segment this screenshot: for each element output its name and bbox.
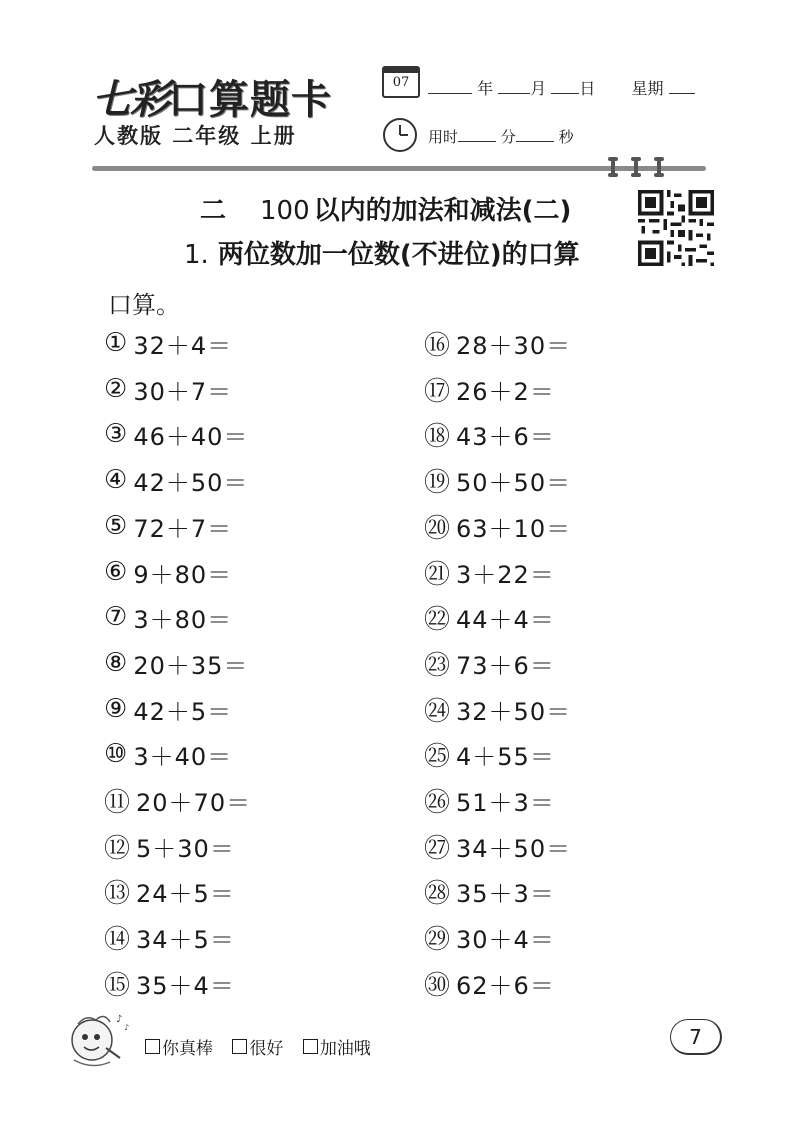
problem-expression: 3＋80＝ bbox=[133, 605, 233, 634]
problem-expression: 35＋3＝ bbox=[456, 879, 555, 908]
problem-expression: 51＋3＝ bbox=[456, 788, 555, 817]
problem-item bbox=[104, 557, 232, 587]
problem-item bbox=[104, 694, 232, 724]
problem-item bbox=[104, 419, 248, 449]
problem-item bbox=[104, 739, 232, 769]
calendar-day: 07 bbox=[392, 75, 410, 90]
weekday-blank[interactable] bbox=[669, 79, 695, 94]
problem-number: ⑱ bbox=[424, 421, 451, 452]
problem-item bbox=[104, 602, 232, 632]
problem-number: ⑰ bbox=[424, 376, 451, 407]
problem-item bbox=[424, 419, 555, 452]
checkbox-icon[interactable] bbox=[232, 1039, 247, 1054]
problem-number: ㉗ bbox=[424, 833, 451, 864]
problem-number: ㉚ bbox=[424, 970, 451, 1001]
problem-expression: 9＋80＝ bbox=[133, 560, 233, 589]
problem-item bbox=[424, 465, 572, 498]
problem-item bbox=[424, 922, 555, 955]
problem-number: ⑭ bbox=[104, 924, 131, 955]
problem-expression: 32＋50＝ bbox=[456, 697, 572, 726]
problem-number: ⑦ bbox=[104, 602, 128, 632]
problem-number: ㉙ bbox=[424, 924, 451, 955]
problem-item bbox=[424, 694, 572, 727]
problem-expression: 43＋6＝ bbox=[456, 422, 555, 451]
problem-item bbox=[104, 968, 235, 1001]
problem-item bbox=[104, 922, 235, 955]
problem-item bbox=[104, 785, 252, 818]
svg-text:♪: ♪ bbox=[124, 1023, 130, 1032]
unit-number: 二 bbox=[200, 196, 227, 226]
time-fields bbox=[428, 126, 574, 147]
problem-item bbox=[424, 876, 555, 909]
problem-item bbox=[424, 602, 555, 635]
checkbox-icon[interactable] bbox=[303, 1039, 318, 1054]
problem-expression: 62＋6＝ bbox=[456, 971, 555, 1000]
day-label: 日 bbox=[579, 79, 596, 98]
rating-label: 你真棒 bbox=[162, 1039, 213, 1059]
second-label: 秒 bbox=[558, 128, 574, 146]
problem-expression: 35＋4＝ bbox=[136, 971, 235, 1000]
problem-expression: 50＋50＝ bbox=[456, 468, 572, 497]
unit-title bbox=[200, 190, 571, 227]
problem-expression: 5＋30＝ bbox=[136, 834, 235, 863]
year-blank[interactable] bbox=[428, 79, 472, 94]
problem-number: ㉖ bbox=[424, 787, 451, 818]
problem-number: ⑯ bbox=[424, 330, 451, 361]
month-label: 月 bbox=[530, 79, 547, 98]
problem-item bbox=[424, 557, 555, 590]
problem-expression: 42＋5＝ bbox=[133, 697, 233, 726]
problem-number: ㉓ bbox=[424, 650, 451, 681]
problem-number: ⑧ bbox=[104, 648, 128, 678]
calendar-icon bbox=[382, 66, 420, 98]
problem-item bbox=[424, 328, 572, 361]
month-blank[interactable] bbox=[498, 79, 530, 94]
brand-block bbox=[92, 68, 332, 148]
unit-title-text: 以内的加法和减法(二) bbox=[313, 196, 572, 226]
problem-number: ⑲ bbox=[424, 467, 451, 498]
problem-expression: 42＋50＝ bbox=[133, 468, 249, 497]
problem-number: ㉒ bbox=[424, 604, 451, 635]
problem-item bbox=[104, 831, 235, 864]
svg-text:♪: ♪ bbox=[116, 1014, 123, 1025]
problem-number: ⑥ bbox=[104, 557, 128, 587]
day-blank[interactable] bbox=[551, 79, 579, 94]
problem-number: ⑨ bbox=[104, 694, 128, 724]
problem-expression: 20＋35＝ bbox=[133, 651, 249, 680]
problem-expression: 26＋2＝ bbox=[456, 377, 555, 406]
rating-option-good[interactable] bbox=[232, 1034, 283, 1059]
problem-expression: 30＋7＝ bbox=[133, 377, 233, 406]
qr-code-icon[interactable] bbox=[638, 190, 714, 266]
problem-item bbox=[104, 374, 232, 404]
brand-title-rest: 口算题卡 bbox=[168, 76, 332, 123]
problem-expression: 28＋30＝ bbox=[456, 331, 572, 360]
problem-number: ② bbox=[104, 374, 128, 404]
brand-title-qi: 七彩 bbox=[92, 76, 168, 123]
rating-option-keep-going[interactable] bbox=[303, 1034, 371, 1059]
date-fields bbox=[428, 76, 695, 99]
rating-option-great[interactable] bbox=[145, 1034, 213, 1059]
problem-number: ⑩ bbox=[104, 739, 128, 769]
problem-item bbox=[104, 648, 248, 678]
binder-ring-icon bbox=[657, 157, 661, 177]
problem-expression: 72＋7＝ bbox=[133, 514, 233, 543]
minute-blank[interactable] bbox=[458, 128, 496, 142]
problem-item bbox=[104, 328, 232, 358]
problem-expression: 4＋55＝ bbox=[456, 742, 555, 771]
problem-expression: 3＋40＝ bbox=[133, 742, 233, 771]
problem-number: ㉕ bbox=[424, 741, 451, 772]
lesson-title-text: 两位数加一位数(不进位)的口算 bbox=[217, 240, 580, 270]
problem-number: ㉑ bbox=[424, 559, 451, 590]
problem-expression: 32＋4＝ bbox=[133, 331, 233, 360]
rating-label: 加油哦 bbox=[319, 1039, 371, 1059]
brand-title bbox=[92, 68, 332, 125]
clock-icon bbox=[383, 118, 417, 152]
problem-item bbox=[424, 511, 572, 544]
lesson-title bbox=[184, 234, 580, 271]
problem-number: ⑤ bbox=[104, 511, 128, 541]
problem-number: ⑪ bbox=[104, 787, 131, 818]
problem-expression: 24＋5＝ bbox=[136, 879, 235, 908]
problem-expression: 73＋6＝ bbox=[456, 651, 555, 680]
problem-item bbox=[424, 739, 555, 772]
problem-expression: 3＋22＝ bbox=[456, 560, 555, 589]
problem-number: ⑳ bbox=[424, 513, 451, 544]
lesson-number: 1. bbox=[184, 240, 209, 270]
time-label: 用时 bbox=[428, 128, 459, 146]
problem-item bbox=[424, 648, 555, 681]
problem-number: ⑮ bbox=[104, 970, 131, 1001]
checkbox-icon[interactable] bbox=[145, 1039, 160, 1054]
brand-subtitle: 人教版 二年级 上册 bbox=[94, 124, 297, 148]
rating-label: 很好 bbox=[249, 1039, 284, 1059]
problem-item bbox=[104, 511, 232, 541]
problem-expression: 44＋4＝ bbox=[456, 605, 555, 634]
problem-number: ① bbox=[104, 328, 128, 358]
mascot-icon bbox=[66, 1008, 134, 1074]
second-blank[interactable] bbox=[516, 128, 554, 142]
weekday-label: 星期 bbox=[631, 79, 664, 98]
problem-item bbox=[424, 374, 555, 407]
problem-item bbox=[104, 876, 235, 909]
year-label: 年 bbox=[477, 79, 494, 98]
problem-item bbox=[424, 968, 555, 1001]
problem-number: ㉘ bbox=[424, 878, 451, 909]
page-number: 7 bbox=[670, 1019, 722, 1055]
problem-number: ㉔ bbox=[424, 696, 451, 727]
problem-expression: 34＋5＝ bbox=[136, 925, 235, 954]
problem-item bbox=[424, 831, 572, 864]
problem-expression: 20＋70＝ bbox=[136, 788, 252, 817]
problem-expression: 34＋50＝ bbox=[456, 834, 572, 863]
problem-expression: 46＋40＝ bbox=[133, 422, 249, 451]
binder-ring-icon bbox=[611, 157, 615, 177]
problem-expression: 63＋10＝ bbox=[456, 514, 572, 543]
self-rating-options bbox=[145, 1034, 385, 1059]
binder-ring-icon bbox=[634, 157, 638, 177]
instruction-text: 口算。 bbox=[108, 291, 180, 319]
minute-label: 分 bbox=[500, 128, 516, 146]
problem-number: ③ bbox=[104, 419, 128, 449]
problem-expression: 30＋4＝ bbox=[456, 925, 555, 954]
unit-title-num: 100 bbox=[260, 196, 310, 226]
problem-number: ④ bbox=[104, 465, 128, 495]
problem-item bbox=[104, 465, 248, 495]
problem-number: ⑫ bbox=[104, 833, 131, 864]
problem-item bbox=[424, 785, 555, 818]
problem-number: ⑬ bbox=[104, 878, 131, 909]
